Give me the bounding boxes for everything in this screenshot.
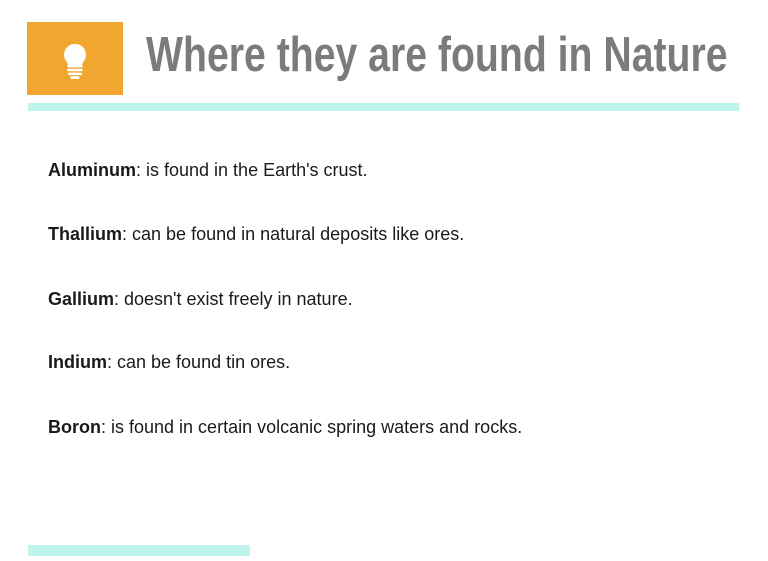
element-item [48,224,464,246]
footer-accent-bar [28,545,250,556]
element-name: Boron [48,417,101,437]
lightbulb-icon [44,32,106,86]
lightbulb-box [27,22,123,95]
element-item [48,160,368,182]
element-name: Indium [48,352,107,372]
header-accent-bar [28,103,739,111]
element-description: : is found in the Earth's crust. [136,160,368,180]
element-description: : can be found in natural deposits like ores. [122,224,465,244]
element-item [48,289,353,311]
element-description: : is found in certain volcanic spring waters and rocks. [101,417,523,437]
element-item [48,352,290,374]
page-title: Where they are found in Nature [146,28,728,82]
element-name: Thallium [48,224,123,244]
element-description: : can be found tin ores. [107,352,291,372]
element-name: Aluminum [48,160,136,180]
element-item [48,417,522,439]
element-description: : doesn't exist freely in nature. [114,289,353,309]
element-name: Gallium [48,289,115,309]
